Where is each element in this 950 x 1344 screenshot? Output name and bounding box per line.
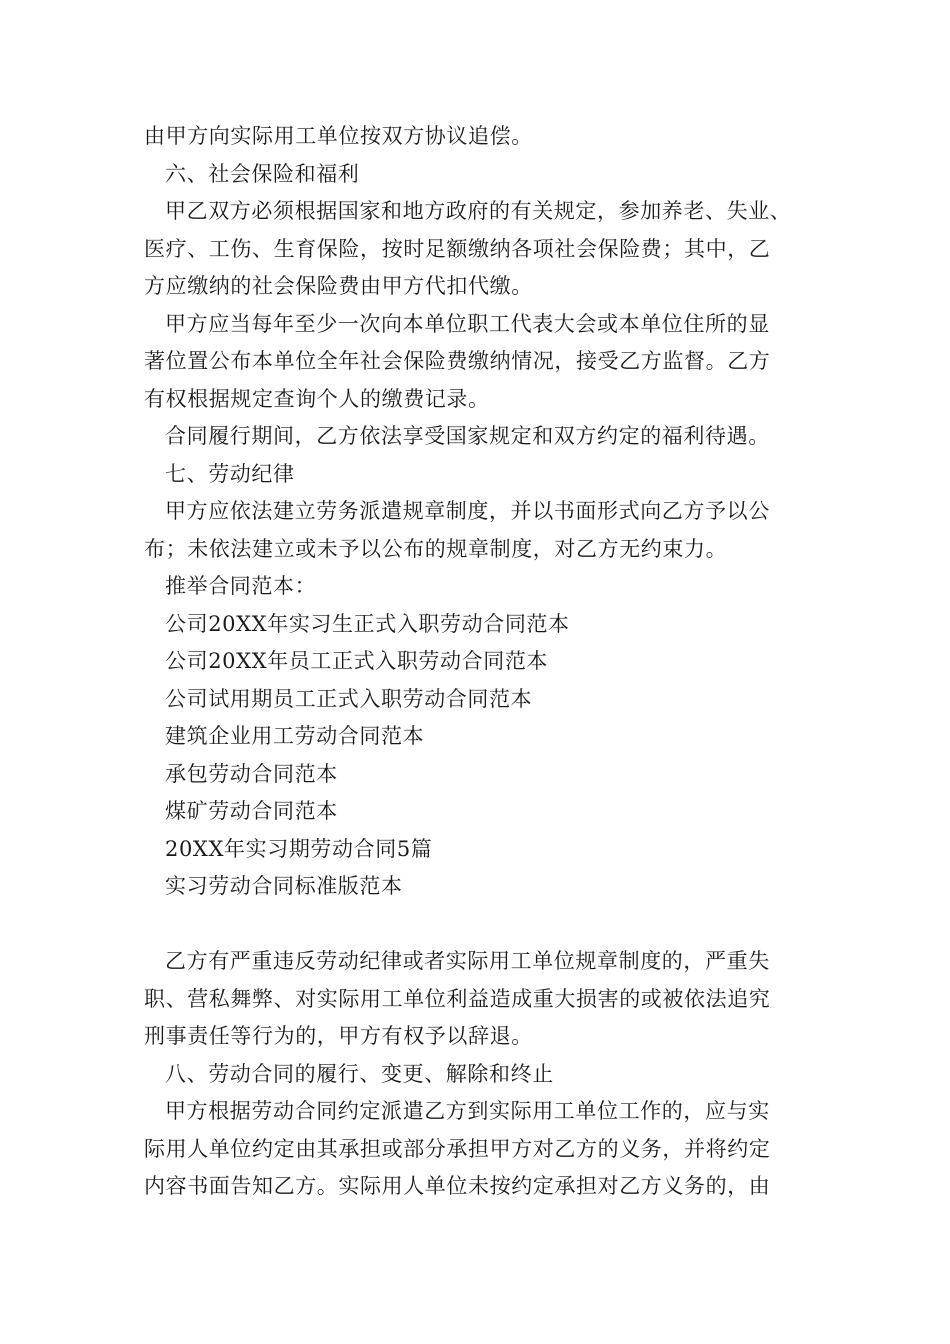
text-line: 甲方应依法建立劳务派遣规章制度，并以书面形式向乙方予以公 bbox=[165, 499, 770, 523]
text-line: 甲方根据劳动合同约定派遣乙方到实际用工单位工作的，应与实 bbox=[165, 1099, 770, 1123]
text-line: 有权根据规定查询个人的缴费记录。 bbox=[144, 386, 490, 411]
text-line: 煤矿劳动合同范本 bbox=[165, 799, 338, 823]
blank-line bbox=[144, 906, 814, 944]
text-line: 实习劳动合同标准版范本 bbox=[165, 874, 403, 898]
text-line: 七、劳动纪律 bbox=[165, 461, 295, 486]
text-line: 甲方应当每年至少一次向本单位职工代表大会或本单位住所的显 bbox=[165, 311, 770, 336]
text-line: 乙方有严重违反劳动纪律或者实际用工单位规章制度的，严重失 bbox=[165, 949, 770, 973]
text-line: 际用人单位约定由其承担或部分承担甲方对乙方的义务，并将约定 bbox=[144, 1136, 771, 1161]
text-line: 推举合同范本： bbox=[165, 574, 317, 598]
text-line: 著位置公布本单位全年社会保险费缴纳情况，接受乙方监督。乙方 bbox=[144, 349, 771, 373]
text-line: 建筑企业用工劳动合同范本 bbox=[165, 724, 425, 748]
text-line: 公司20XX年员工正式入职劳动合同范本 bbox=[165, 649, 549, 673]
text-line: 八、劳动合同的履行、变更、解除和终止 bbox=[165, 1061, 554, 1086]
text-line: 公司20XX年实习生正式入职劳动合同范本 bbox=[165, 611, 570, 636]
text-line: 职、营私舞弊、对实际用工单位利益造成重大损害的或被依法追究 bbox=[144, 986, 771, 1011]
text-line: 刑事责任等行为的，甲方有权予以辞退。 bbox=[144, 1024, 533, 1048]
text-line: 公司试用期员工正式入职劳动合同范本 bbox=[165, 686, 533, 711]
text-line: 医疗、工伤、生育保险，按时足额缴纳各项社会保险费；其中，乙 bbox=[144, 236, 771, 261]
text-line: 方应缴纳的社会保险费由甲方代扣代缴。 bbox=[144, 274, 533, 298]
text-line: 甲乙双方必须根据国家和地方政府的有关规定，参加养老、失业、 bbox=[165, 199, 792, 223]
text-line: 合同履行期间，乙方依法享受国家规定和双方约定的福利待遇。 bbox=[165, 424, 770, 448]
text-line: 20XX年实习期劳动合同5篇 bbox=[165, 836, 433, 861]
text-line: 由甲方向实际用工单位按双方协议追偿。 bbox=[144, 124, 533, 148]
text-line: 内容书面告知乙方。实际用人单位未按约定承担对乙方义务的，由 bbox=[144, 1174, 771, 1198]
text-line: 布；未依法建立或未予以公布的规章制度，对乙方无约束力。 bbox=[144, 536, 728, 561]
text-line: 六、社会保险和福利 bbox=[165, 161, 360, 186]
text-line: 承包劳动合同范本 bbox=[165, 761, 338, 786]
document-page bbox=[144, 118, 814, 1206]
